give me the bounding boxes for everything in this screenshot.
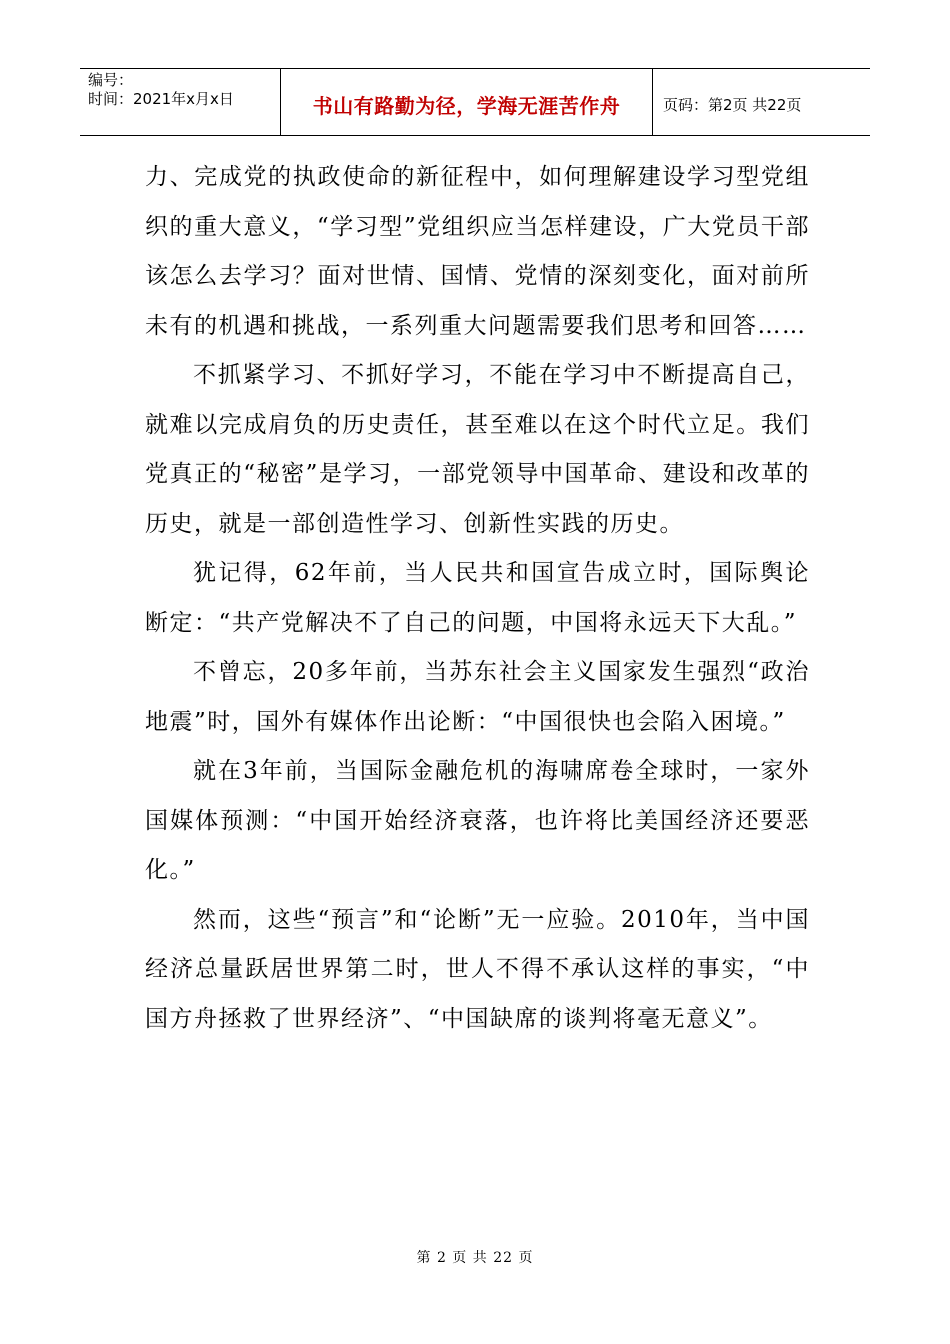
paragraph-2: 不抓紧学习、不抓好学习，不能在学习中不断提高自己，就难以完成肩负的历史责任，甚至难以在这个时代立足。我们党真正的“秘密”是学习，一部党领导中国革命、建设和改革的历史，就是一部创造性学习、创新性实践的历史。: [145, 362, 810, 537]
paragraph-5: 就在3年前，当国际金融危机的海啸席卷全球时，一家外国媒体预测：“中国开始经济衰落，也许将比美国经济还要恶化。”: [145, 758, 810, 883]
paragraph-6: 然而，这些“预言”和“论断”无一应验。2010年，当中国经济总量跃居世界第二时，世人不得不承认这样的事实，“中国方舟拯救了世界经济”、“中国缺席的谈判将毫无意义”。: [145, 906, 810, 1032]
document-body: [145, 153, 810, 1044]
number-label: 编号：: [88, 71, 134, 89]
header-motto: 书山有路勤为径，学海无涯苦作舟: [281, 69, 653, 135]
paragraph-1: 力、完成党的执政使命的新征程中，如何理解建设学习型党组织的重大意义，“学习型”党组织应当怎样建设，广大党员干部该怎么去学习？面对世情、国情、党情的深刻变化，面对前所未有的机遇和挑战，一系列重大问题需要我们思考和回答……: [145, 164, 810, 339]
page-footer: 第 2 页 共 22 页: [416, 1250, 534, 1266]
paragraph-3: 犹记得，62年前，当人民共和国宣告成立时，国际舆论断定：“共产党解决不了自己的问题，中国将永远天下大乱。”: [145, 560, 810, 636]
header-meta: [80, 69, 281, 135]
document-header: [80, 68, 870, 136]
paragraph-4: 不曾忘，20多年前，当苏东社会主义国家发生强烈“政治地震”时，国外有媒体作出论断：“中国很快也会陷入困境。”: [145, 659, 810, 735]
header-page-code: 页码：第2页 共22页: [663, 95, 802, 114]
time-label: 时间：2021年x月x日: [88, 90, 234, 108]
